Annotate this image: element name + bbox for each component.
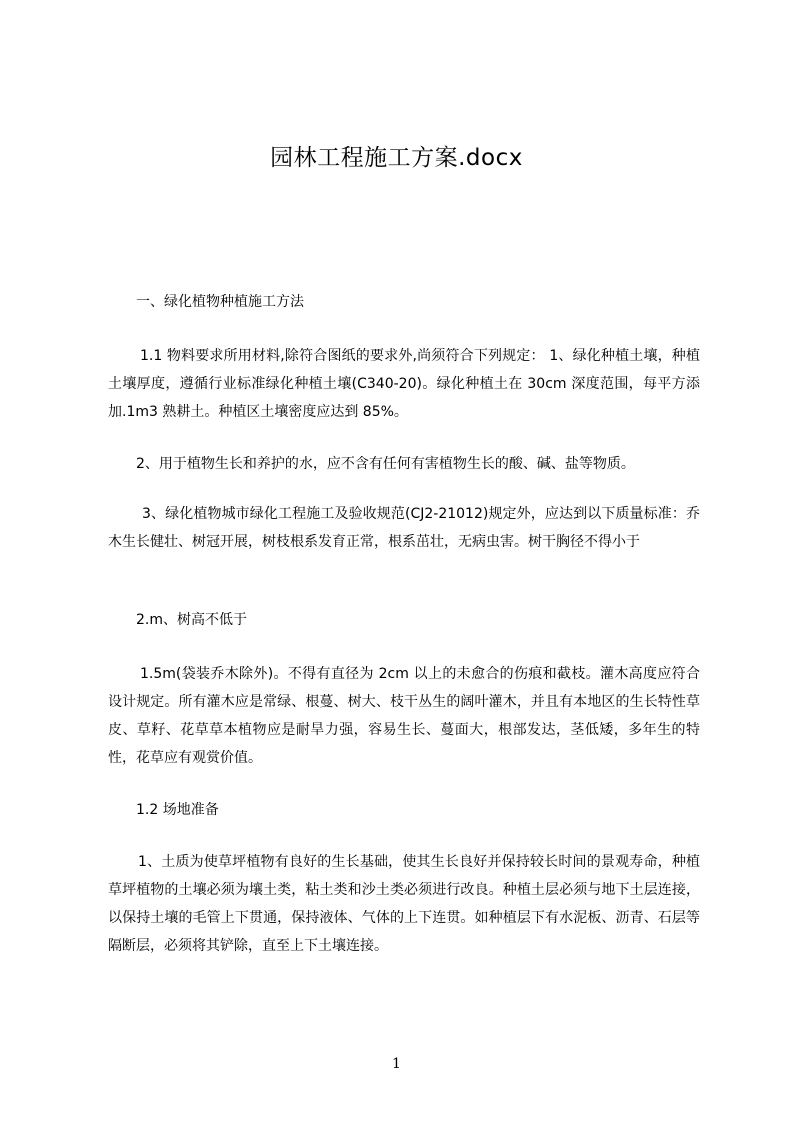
- section-heading-1-2: 1.2 场地准备: [136, 802, 219, 818]
- paragraph-1-1: 1.1 物料要求所用材料,除符合图纸的要求外,尚须符合下列规定： 1、绿化种植土壤，种植土壤厚度，遵循行业标准绿化种植土壤(C340-20)。绿化种植土在 30cm 深度范围，每平方添加.1m3 熟耕土。种植区土壤密度应达到 85%。: [108, 348, 700, 420]
- paragraph-tree-height: 2.m、树高不低于: [136, 612, 247, 628]
- paragraph-item-3: 3、绿化植物城市绿化工程施工及验收规范(CJ2-21012)规定外，应达到以下质量标准：乔木生长健壮、树冠开展，树枝根系发育正常，根系茁壮，无病虫害。树干胸径不得小于: [108, 506, 700, 550]
- document-title: 园林工程施工方案.docx: [270, 145, 523, 171]
- paragraph-soil: 1、土质为使草坪植物有良好的生长基础，使其生长良好并保持较长时间的景观寿命，种植草坪植物的土壤必须为壤土类，粘土类和沙土类必须进行改良。种植土层必须与地下土层连接，以保持土壤的毛管上下贯通，保持液体、气体的上下连贯。如种植层下有水泥板、沥青、石层等隔断层，必须将其铲除，直至上下土壤连接。: [108, 854, 700, 954]
- section-heading-1: 一、绿化植物种植施工方法: [136, 294, 304, 310]
- page-number: 1: [392, 1056, 401, 1072]
- paragraph-item-2: 2、用于植物生长和养护的水，应不含有任何有害植物生长的酸、碱、盐等物质。: [136, 456, 635, 472]
- paragraph-shrubs: 1.5m(袋装乔木除外)。不得有直径为 2cm 以上的未愈合的伤痕和截枝。灌木高度应符合设计规定。所有灌木应是常绿、根蔓、树大、枝干丛生的阔叶灌木，并且有本地区的生长特性草皮、草籽、花草草本植物应是耐旱力强，容易生长、蔓面大，根部发达，茎低矮，多年生的特性，花草应有观赏价值。: [108, 666, 700, 766]
